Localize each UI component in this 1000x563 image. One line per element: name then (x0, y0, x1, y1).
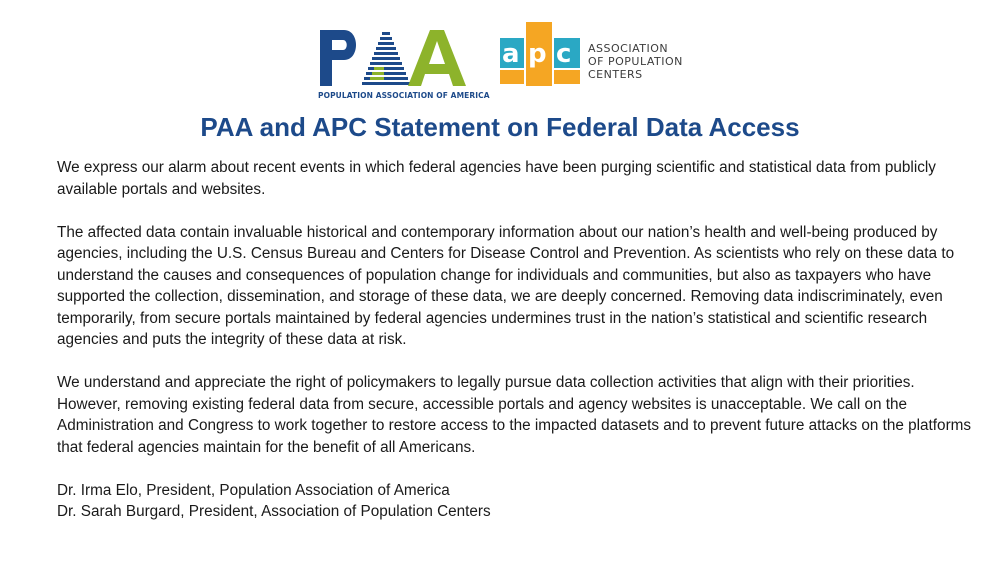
apc-logo-mark (500, 20, 582, 88)
paa-logo-mark (318, 28, 470, 88)
logo-header (0, 20, 1000, 100)
statement-title: PAA and APC Statement on Federal Data Access (200, 112, 800, 142)
paragraph: The affected data contain invaluable historical and contemporary information about our nation’s health and well-being produced by agencies, including the U.S. Census Bureau and Centers for Disease Control and Prevention. As scientists who rely on these data to understand the causes and consequences of population change for individuals and communities, but also as taxpayers who have supported the collection, dissemination, and storage of these data, we are deeply concerned. Removing data indiscriminately, even temporarily, from secure portals maintained by federal agencies undermines trust in the nation’s statistical and scientific research agencies and puts the integrity of these data at risk. (57, 223, 955, 348)
apc-name-line: OF POPULATION (588, 55, 683, 68)
statement-body (57, 157, 977, 523)
apc-logo (500, 20, 700, 92)
paa-caption: POPULATION ASSOCIATION OF AMERICA (318, 91, 490, 100)
apc-name (588, 42, 683, 81)
paa-logo (318, 28, 490, 100)
signature-apc-president: Dr. Sarah Burgard, President, Association of Population Centers (57, 503, 491, 520)
paragraph: We understand and appreciate the right of policymakers to legally pursue data collection activities that align with their priorities. However, removing existing federal data from secure, accessible portals and agency websites is unacceptable. We call on the Administration and Congress to work together to restore access to the impacted datasets and to prevent future attacks on the platforms that federal agencies maintain for the benefit of all Americans. (57, 374, 972, 456)
apc-name-line: CENTERS (588, 68, 643, 81)
svg-text:c: c (556, 39, 572, 69)
signature-paa-president: Dr. Irma Elo, President, Population Association of America (57, 481, 450, 499)
svg-text:a: a (502, 39, 520, 69)
paragraph: We express our alarm about recent events in which federal agencies have been purging scientific and statistical data from publicly available portals and websites. (57, 159, 936, 198)
apc-name-line: ASSOCIATION (588, 42, 669, 55)
svg-text:p: p (528, 39, 547, 69)
